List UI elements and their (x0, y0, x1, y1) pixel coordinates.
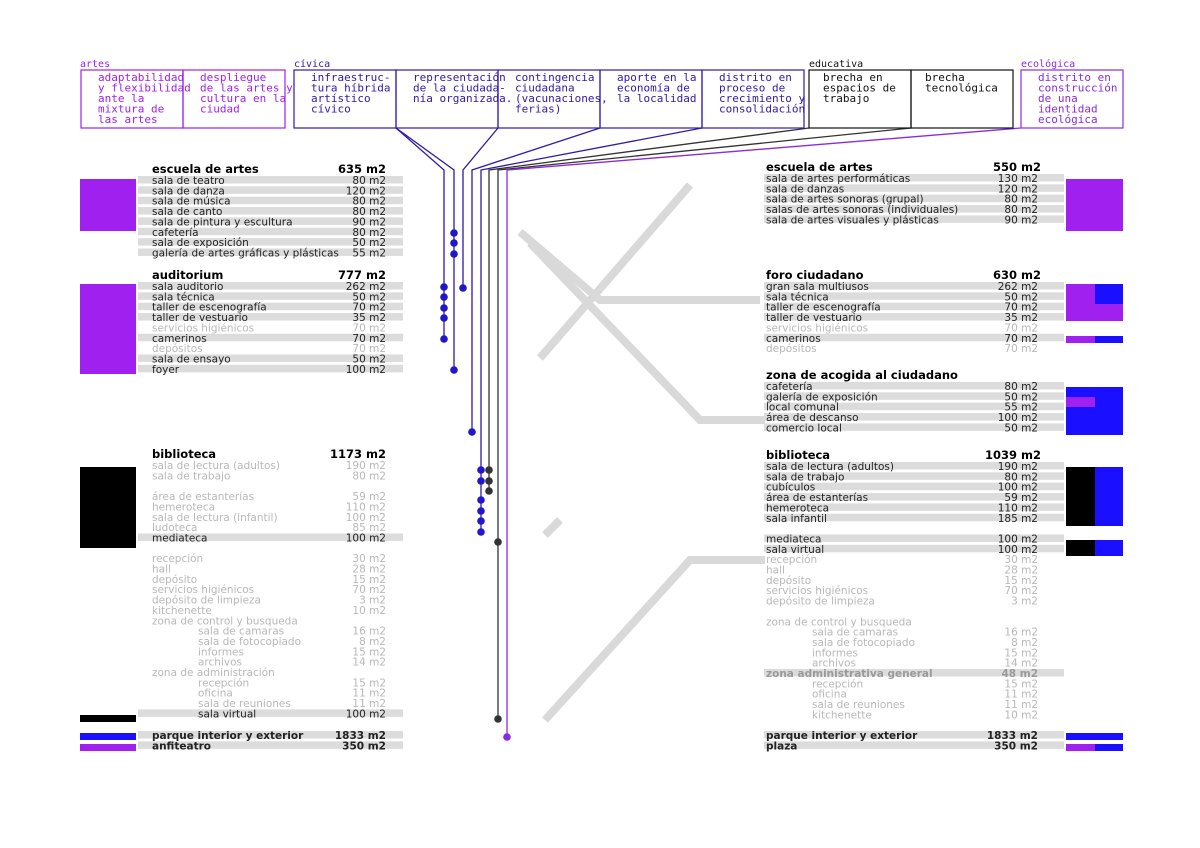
row-area: 50 m2 (352, 291, 386, 304)
row-area: 11 m2 (352, 698, 386, 711)
row-area: 70 m2 (1004, 301, 1038, 314)
row-label: sala de artes visuales y plásticas (766, 214, 939, 227)
category-box-line: brecha (925, 71, 965, 84)
category-label-1: cívica (294, 59, 331, 70)
category-box-line: la localidad (617, 92, 697, 105)
row-area: 8 m2 (1011, 636, 1038, 649)
row-label: informes (198, 646, 244, 659)
row-area: 70 m2 (1004, 322, 1038, 335)
row-area: 70 m2 (352, 301, 386, 314)
row-label: depósitos (766, 343, 817, 356)
row-area: 3 m2 (359, 594, 386, 607)
link-dot (477, 466, 485, 474)
row-label: plaza (766, 740, 798, 753)
section-title: biblioteca (766, 448, 831, 462)
row-area: 100 m2 (345, 532, 386, 545)
row-area: 70 m2 (1004, 332, 1038, 345)
row-label: cubículos (766, 481, 816, 494)
program-color-block (1066, 304, 1123, 321)
link-dot (459, 284, 467, 292)
row-area: 90 m2 (352, 216, 386, 229)
row-label: sala de ensayo (152, 353, 231, 366)
row-area: 350 m2 (994, 740, 1038, 753)
row-area: 16 m2 (1004, 626, 1038, 639)
row-label: sala de pintura y escultura (152, 216, 293, 229)
category-box-line: brecha en (823, 71, 883, 84)
program-color-block (80, 179, 136, 231)
row-label: sala de lectura (adultos) (766, 461, 894, 473)
row-area: 80 m2 (352, 195, 386, 208)
row-area: 1833 m2 (986, 730, 1038, 742)
row-area: 35 m2 (1004, 312, 1038, 325)
program-color-block (1095, 284, 1123, 304)
row-area: 110 m2 (345, 501, 386, 514)
section-total: 630 m2 (993, 268, 1041, 282)
link-line (396, 128, 454, 370)
program-color-block (1066, 284, 1095, 304)
row-label: sala de canto (152, 206, 223, 219)
row-area: 100 m2 (997, 412, 1038, 425)
category-box-line: artístico (311, 92, 371, 105)
row-area: 15 m2 (1004, 574, 1038, 587)
row-label: sala de reuniones (198, 698, 291, 711)
row-area: 30 m2 (352, 553, 386, 566)
link-line (481, 128, 702, 532)
program-color-block (1066, 397, 1095, 407)
row-label: sala de artes performáticas (766, 173, 911, 185)
row-label: recepción (152, 553, 204, 566)
row-area: 100 m2 (997, 533, 1038, 546)
row-area: 28 m2 (1004, 564, 1038, 577)
row-label: oficina (198, 687, 233, 700)
row-area: 15 m2 (352, 677, 386, 690)
section-title: biblioteca (152, 447, 217, 461)
row-label: depósito de limpieza (766, 595, 875, 608)
row-label: zona de administración (152, 667, 275, 679)
category-box-line: consolidación (719, 102, 806, 116)
category-box-line: y flexibilidad (98, 81, 191, 95)
row-area: 1833 m2 (334, 730, 386, 742)
link-dot (485, 487, 493, 495)
category-box-line: de una (1038, 92, 1078, 105)
row-label: depósito (766, 574, 812, 587)
row-label: cafetería (152, 226, 199, 239)
row-label: kitchenette (812, 709, 872, 722)
row-label: sala de música (152, 195, 231, 208)
section-total: 777 m2 (338, 268, 386, 282)
row-label: zona administrativa general (766, 668, 933, 680)
row-area: 70 m2 (352, 322, 386, 335)
section-title: auditorium (152, 268, 224, 282)
link-dot (477, 528, 485, 536)
section-title: escuela de artes (152, 162, 259, 176)
link-dot (494, 538, 502, 546)
row-area: 55 m2 (1004, 401, 1038, 414)
row-label: sala de reuniones (812, 699, 905, 712)
row-label: kitchenette (152, 604, 212, 617)
row-area: 120 m2 (997, 183, 1038, 196)
row-area: 90 m2 (1004, 214, 1038, 227)
row-label: sala de exposición (152, 237, 249, 250)
row-label: recepción (766, 554, 818, 567)
category-label-2: educativa (809, 59, 864, 70)
row-area: 130 m2 (997, 173, 1038, 185)
row-label: sala técnica (152, 291, 215, 304)
link-dot (450, 250, 458, 258)
category-box-line: ante la (98, 92, 145, 105)
row-area: 48 m2 (1001, 668, 1038, 680)
section-title: foro ciudadano (766, 268, 864, 282)
section-total: 1173 m2 (330, 447, 386, 461)
row-area: 3 m2 (1011, 595, 1038, 608)
row-label: depósito de limpieza (152, 594, 261, 607)
program-color-block (1066, 179, 1123, 231)
category-box-line: ferias) (515, 102, 562, 116)
row-area: 55 m2 (352, 247, 386, 260)
link-dot (477, 477, 485, 485)
row-label: sala de lectura (adultos) (152, 460, 280, 472)
row-area: 80 m2 (352, 226, 386, 239)
program-color-block (80, 715, 136, 722)
link-dot (440, 314, 448, 322)
row-area: 80 m2 (1004, 471, 1038, 484)
row-label: depósitos (152, 343, 203, 356)
category-box-line: aporte en la (617, 71, 697, 84)
category-box-line: las artes (98, 113, 158, 126)
link-dot (477, 517, 485, 525)
link-dot (440, 304, 448, 312)
program-color-block (80, 467, 136, 548)
row-area: 70 m2 (352, 584, 386, 597)
row-area: 80 m2 (1004, 204, 1038, 217)
link-dot (450, 366, 458, 374)
category-box-line: construcción (1038, 81, 1118, 95)
row-label: comercio local (766, 422, 842, 435)
row-label: servicios higiénicos (152, 322, 255, 335)
row-area: 262 m2 (997, 281, 1038, 293)
row-area: 59 m2 (352, 491, 386, 504)
row-label: sala de trabajo (766, 471, 845, 484)
category-box-line: de la ciudada- (413, 81, 506, 95)
row-label: local comunal (766, 401, 839, 414)
row-label: hall (766, 564, 785, 577)
program-color-block (80, 733, 136, 740)
row-label: camerinos (152, 332, 207, 345)
diagonal-connectors (520, 185, 765, 720)
category-box-line: tura híbrida (311, 81, 391, 95)
row-label: recepción (812, 678, 864, 691)
row-label: taller de escenografía (152, 301, 267, 314)
row-area: 85 m2 (352, 522, 386, 535)
row-area: 11 m2 (1004, 699, 1038, 712)
link-dot (440, 293, 448, 301)
row-area: 35 m2 (352, 312, 386, 325)
row-label: sala virtual (198, 708, 257, 721)
row-label: servicios higiénicos (766, 322, 869, 335)
row-area: 28 m2 (352, 563, 386, 576)
row-area: 70 m2 (352, 343, 386, 356)
row-area: 350 m2 (342, 740, 386, 753)
row-area: 120 m2 (345, 185, 386, 198)
category-box-line: (vacunaciones, (515, 92, 608, 105)
row-area: 59 m2 (1004, 492, 1038, 505)
program-color-block (1095, 336, 1123, 343)
row-area: 100 m2 (345, 511, 386, 524)
program-color-block (80, 284, 136, 374)
category-box-line: crecimiento y (719, 92, 806, 105)
row-area: 100 m2 (345, 708, 386, 721)
link-dot (477, 507, 485, 515)
category-box-line: adaptabilidad (98, 71, 185, 84)
category-box-line: ecológica (1038, 113, 1098, 126)
row-area: 100 m2 (997, 481, 1038, 494)
row-label: mediateca (152, 532, 208, 545)
row-label: hemeroteca (152, 501, 216, 514)
row-label: ludoteca (152, 522, 198, 535)
section-total: 550 m2 (993, 160, 1041, 174)
row-label: sala infantil (766, 512, 827, 525)
row-label: sala de danza (152, 185, 225, 198)
row-label: informes (812, 647, 858, 660)
section-title: escuela de artes (766, 160, 873, 174)
row-label: hall (152, 563, 171, 576)
category-label-3: ecológica (1021, 59, 1076, 70)
row-label: área de estanterías (152, 491, 255, 504)
row-area: 80 m2 (352, 470, 386, 483)
link-line (489, 128, 809, 492)
program-color-block (1066, 540, 1095, 556)
row-label: área de descanso (766, 412, 859, 425)
row-label: camerinos (766, 332, 821, 345)
row-label: recepción (198, 677, 250, 690)
category-box-line: distrito en (719, 71, 792, 84)
row-area: 15 m2 (352, 646, 386, 659)
row-area: 15 m2 (1004, 678, 1038, 691)
row-label: sala de danzas (766, 183, 845, 196)
row-area: 190 m2 (997, 461, 1038, 473)
row-label: taller de escenografía (766, 301, 881, 314)
row-label: galería de exposición (766, 391, 878, 404)
row-area: 50 m2 (1004, 422, 1038, 435)
category-box-line: representación (413, 71, 506, 84)
row-label: archivos (198, 656, 242, 669)
row-area: 16 m2 (352, 625, 386, 638)
row-label: sala de lectura (infantil) (152, 511, 278, 524)
program-color-block (1066, 467, 1095, 526)
row-area: 80 m2 (352, 175, 386, 187)
row-area: 14 m2 (1004, 657, 1038, 670)
row-area: 70 m2 (1004, 585, 1038, 598)
row-area: 15 m2 (1004, 647, 1038, 660)
link-dot (450, 229, 458, 237)
row-label: sala de camaras (198, 625, 285, 638)
category-box-line: mixtura de (98, 102, 165, 116)
row-area: 80 m2 (1004, 193, 1038, 206)
category-box-line: proceso de (719, 81, 786, 95)
category-box-line: de las artes y (200, 81, 293, 95)
row-label: oficina (812, 688, 847, 701)
diagonal-band (545, 560, 765, 720)
row-area: 100 m2 (345, 363, 386, 376)
row-label: zona de control y busqueda (152, 615, 298, 628)
row-label: anfiteatro (152, 740, 211, 753)
row-label: sala de fotocopiado (812, 636, 916, 649)
link-dot (485, 466, 493, 474)
row-area: 50 m2 (352, 237, 386, 250)
row-label: parque interior y exterior (152, 730, 304, 742)
link-dot (477, 496, 485, 504)
program-color-block (1066, 387, 1123, 435)
program-color-block (1066, 733, 1123, 740)
row-label: sala de fotocopiado (198, 635, 302, 648)
link-dot (485, 477, 493, 485)
program-color-block (1066, 744, 1095, 751)
row-area: 14 m2 (352, 656, 386, 669)
row-label: sala de trabajo (152, 470, 231, 483)
row-label: gran sala multiusos (766, 281, 869, 293)
row-label: salas de artes sonoras (individuales) (766, 204, 959, 217)
row-area: 190 m2 (345, 460, 386, 472)
row-area: 80 m2 (352, 206, 386, 219)
row-area: 100 m2 (997, 543, 1038, 556)
category-box-line: despliegue (200, 71, 267, 84)
section-total: 635 m2 (338, 162, 386, 176)
row-label: taller de vestuario (152, 312, 248, 325)
link-dot (450, 239, 458, 247)
row-area: 30 m2 (1004, 554, 1038, 567)
row-area: 50 m2 (1004, 391, 1038, 404)
link-dot (503, 733, 511, 741)
row-area: 80 m2 (1004, 381, 1038, 393)
row-label: taller de vestuario (766, 312, 862, 325)
row-area: 8 m2 (359, 635, 386, 648)
row-label: servicios higiénicos (152, 584, 255, 597)
row-area: 11 m2 (352, 687, 386, 700)
row-label: servicios higiénicos (766, 585, 869, 598)
program-color-block (80, 744, 136, 751)
row-area: 50 m2 (352, 353, 386, 366)
section-total: 1039 m2 (985, 448, 1041, 462)
row-label: sala de artes sonoras (grupal) (766, 193, 924, 206)
row-label: cafetería (766, 381, 813, 393)
program-color-block (1066, 336, 1095, 343)
program-color-block (1095, 467, 1123, 526)
category-box-line: cultura en la (200, 92, 287, 105)
row-label: foyer (152, 363, 180, 376)
row-label: sala de teatro (152, 175, 225, 187)
category-box-line: identidad (1038, 102, 1098, 116)
row-area: 15 m2 (352, 573, 386, 586)
row-label: sala de camaras (812, 626, 899, 639)
row-area: 50 m2 (1004, 291, 1038, 304)
row-area: 10 m2 (1004, 709, 1038, 722)
link-dot (440, 283, 448, 291)
category-box-line: nía organizada. (413, 92, 513, 105)
row-label: sala técnica (766, 291, 829, 304)
row-area: 70 m2 (1004, 343, 1038, 356)
link-dot (494, 715, 502, 723)
program-color-block (1095, 744, 1123, 751)
row-label: archivos (812, 657, 856, 670)
row-label: galería de artes gráficas y plásticas (152, 247, 339, 260)
category-box-line: distrito en (1038, 71, 1111, 84)
category-box-line: infraestruc- (311, 71, 391, 84)
category-box-line: trabajo (823, 92, 870, 105)
row-label: mediateca (766, 533, 822, 546)
row-label: parque interior y exterior (766, 730, 918, 742)
category-box-line: ciudad (200, 102, 240, 116)
row-label: hemeroteca (766, 502, 830, 515)
link-dot (468, 428, 476, 436)
row-label: sala auditorio (152, 281, 224, 293)
row-label: sala virtual (766, 543, 825, 556)
category-box-line: ciudadana (515, 81, 575, 95)
row-area: 262 m2 (345, 281, 386, 293)
program-color-block (1095, 540, 1123, 556)
link-line (396, 128, 444, 340)
row-label: zona de control y busqueda (766, 616, 912, 629)
diagonal-band (545, 520, 560, 535)
category-box-line: tecnológica (925, 81, 998, 95)
row-label: área de estanterías (766, 492, 869, 505)
category-label-0: artes (80, 59, 111, 70)
category-box-line: contingencia (515, 71, 595, 84)
row-label: depósito (152, 573, 198, 586)
category-box-line: economía de (617, 81, 690, 95)
section-title: zona de acogida al ciudadano (766, 368, 958, 382)
row-area: 185 m2 (997, 512, 1038, 525)
row-area: 11 m2 (1004, 688, 1038, 701)
category-box-line: espacios de (823, 81, 896, 95)
row-area: 10 m2 (352, 604, 386, 617)
row-area: 110 m2 (997, 502, 1038, 515)
link-dot (440, 335, 448, 343)
category-box-line: cívico (311, 102, 351, 116)
row-area: 70 m2 (352, 332, 386, 345)
